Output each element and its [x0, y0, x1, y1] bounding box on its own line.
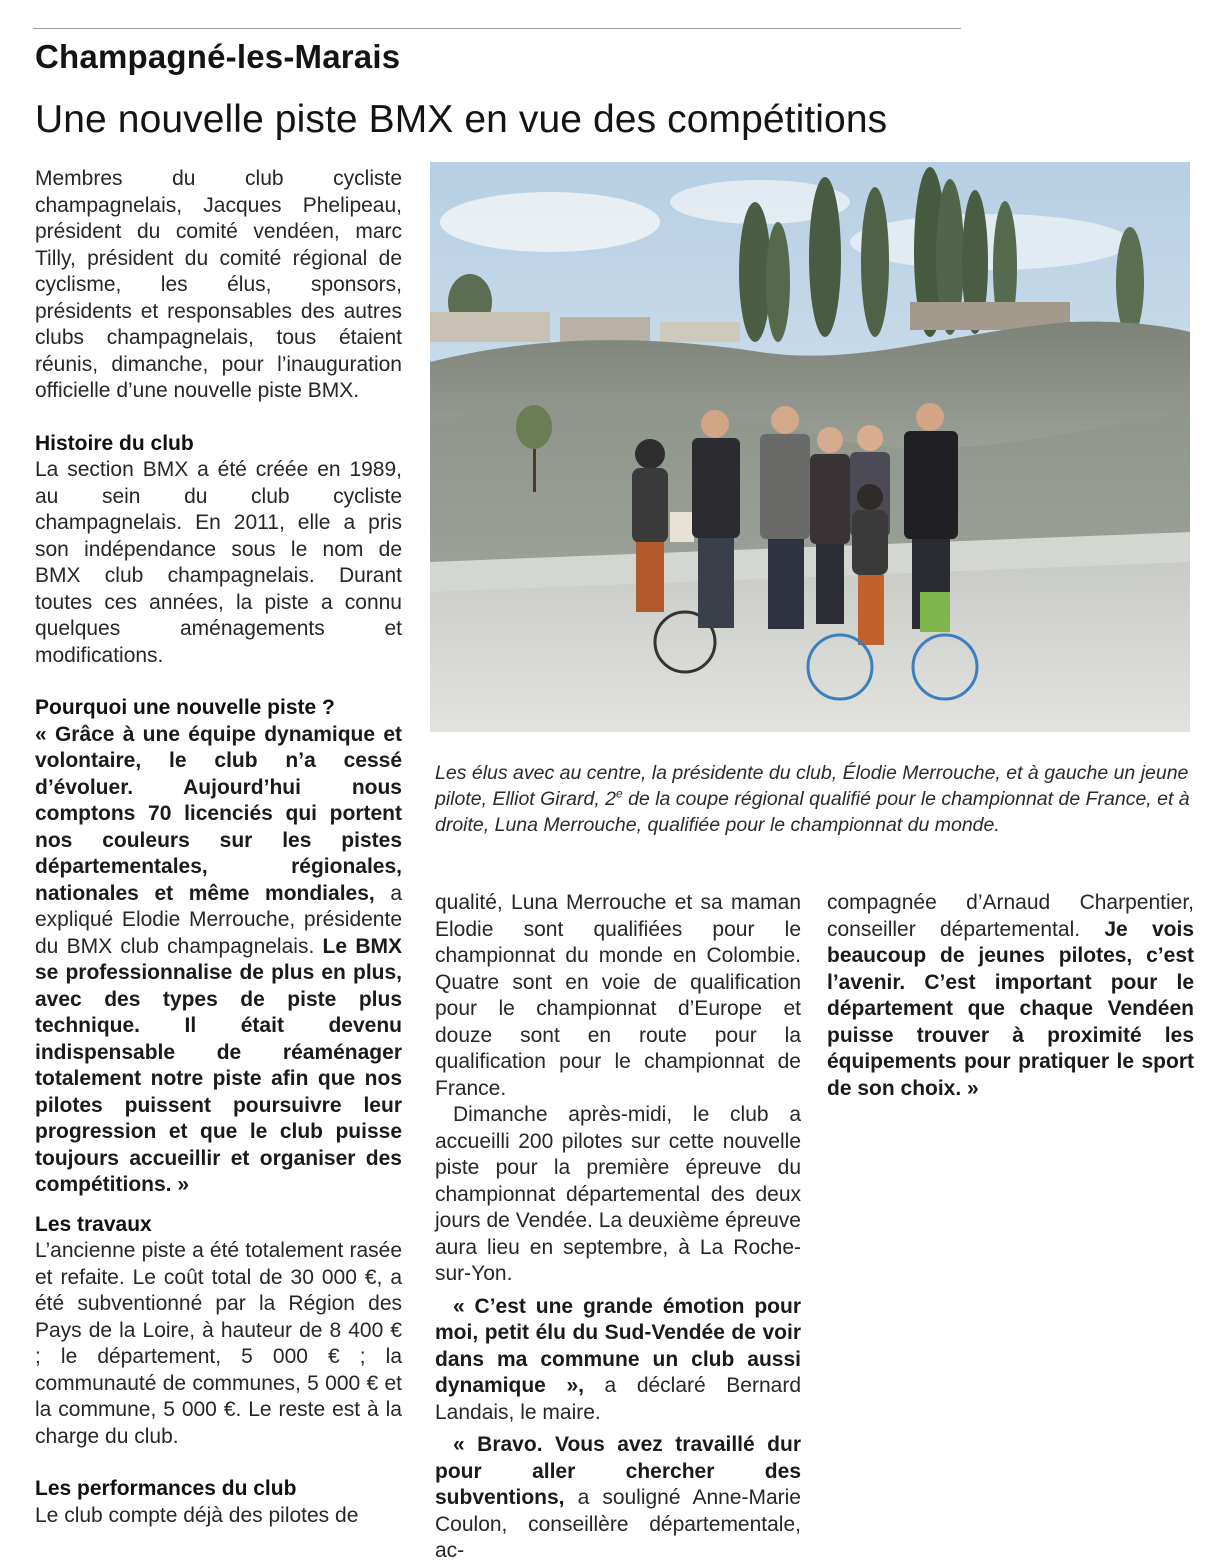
photo-illustration: [430, 162, 1190, 732]
performances-paragraph-start: Le club compte déjà des pilotes de: [35, 1503, 359, 1527]
caption-text-b: de la coupe régional qualifié pour le championnat de France, et à droite, Luna Merrouche, qualifiée pour le championnat du monde.: [435, 788, 1190, 836]
bravo-paragraph: [435, 1432, 801, 1565]
performances-paragraph-cont: qualité, Luna Merrouche et sa maman Elodie sont qualifiées pour le championnat du monde en Colombie. Quatre sont en voie de qualification pour le championnat d’Europe et douze sont en route pour la qualification pour le championnat de France.: [435, 891, 801, 1100]
photo-caption: [435, 760, 1195, 838]
heading-why: Pourquoi une nouvelle piste ?: [35, 696, 335, 719]
quote-bravo-2: Je vois beaucoup de jeunes pilotes, c’est l’avenir. C’est important pour le département que chaque Vendéen puisse trouver à proximité les équipements pour pratiquer le sport de son choix. »: [827, 917, 1194, 1100]
location-kicker: Champagné-les-Marais: [35, 38, 401, 75]
quote-president-1: « Grâce à une équipe dynamique et volontaire, le club n’a cessé d’évoluer. Aujourd’hui nous comptons 70 licenciés qui portent nos couleurs sur les pistes départementales, régionales, nationales et même mondiales,: [35, 722, 402, 905]
article-headline: Une nouvelle piste BMX en vue des compétitions: [35, 98, 888, 141]
quote-bravo: « Bravo. Vous avez travaillé dur pour aller chercher des subventions,: [435, 1433, 801, 1509]
mayor-paragraph: [435, 1294, 801, 1427]
attribution-bravo-cont: compagnée d’Arnaud Charpentier, conseiller départemental.: [827, 891, 1194, 941]
attribution-mayor: a déclaré Bernard Landais, le maire.: [435, 1374, 801, 1424]
works-paragraph: L’ancienne piste a été totalement rasée et refaite. Le coût total de 30 000 €, a été subventionné par la Région des Pays de la Loire, à hauteur de 8 400 € ; le département, 5 000 € ; la communauté de communes, 5 000 € et la commune, 5 000 €. Le reste est à la charge du club.: [35, 1239, 402, 1448]
column-left: [35, 166, 402, 1529]
article-photo: [430, 162, 1190, 732]
history-paragraph: La section BMX a été créée en 1989, au sein du club cycliste champagnelais. En 2011, elle a pris son indépendance sous le nom de BMX club champagnelais. Durant toutes ces années, la piste a connu quelques aménagements et modifications.: [35, 458, 402, 667]
column-middle: [435, 890, 801, 1565]
heading-works: Les travaux: [35, 1212, 152, 1236]
attribution-bravo: a souligné Anne-Marie Coulon, conseillère départementale, ac-: [435, 1486, 801, 1562]
caption-superscript: e: [616, 786, 623, 801]
sunday-paragraph: Dimanche après-midi, le club a accueilli 200 pilotes sur cette nouvelle piste pour la première épreuve du championnat départemental des deux jours de Vendée. La deuxième épreuve aura lieu en septembre, à La Roche-sur-Yon.: [435, 1103, 801, 1285]
heading-history: Histoire du club: [35, 431, 194, 455]
intro-paragraph: Membres du club cycliste champagnelais, Jacques Phelipeau, président du comité vendéen, marc Tilly, président du comité régional de cyclisme, les élus, sponsors, présidents et responsables des autres clubs champagnelais, tous étaient réunis, dimanche, pour l’inauguration officielle d’une nouvelle piste BMX.: [35, 167, 402, 402]
column-right: [827, 890, 1194, 1102]
heading-performances: Les performances du club: [35, 1477, 297, 1500]
bravo-paragraph-cont: [827, 890, 1194, 1102]
attribution-president: a expliqué Elodie Merrouche, présidente du BMX club champagnelais.: [35, 881, 403, 958]
quote-president-2: Le BMX se professionnalise de plus en plus, avec des types de piste plus technique. Il était devenu indispensable de réaménager totalement notre piste afin que nos pilotes puissent poursuivre leur progression et que le club puisse toujours accueillir et organiser des compétitions. »: [35, 934, 402, 1196]
top-rule: [33, 28, 961, 29]
quote-mayor: « C’est une grande émotion pour moi, petit élu du Sud-Vendée de voir dans ma commune un club aussi dynamique »,: [435, 1294, 801, 1397]
caption-text-a: Les élus avec au centre, la présidente du club, Élodie Merrouche, et à gauche un jeune pilote, Elliot Girard, 2: [435, 762, 1189, 810]
why-paragraph: [35, 722, 402, 1199]
